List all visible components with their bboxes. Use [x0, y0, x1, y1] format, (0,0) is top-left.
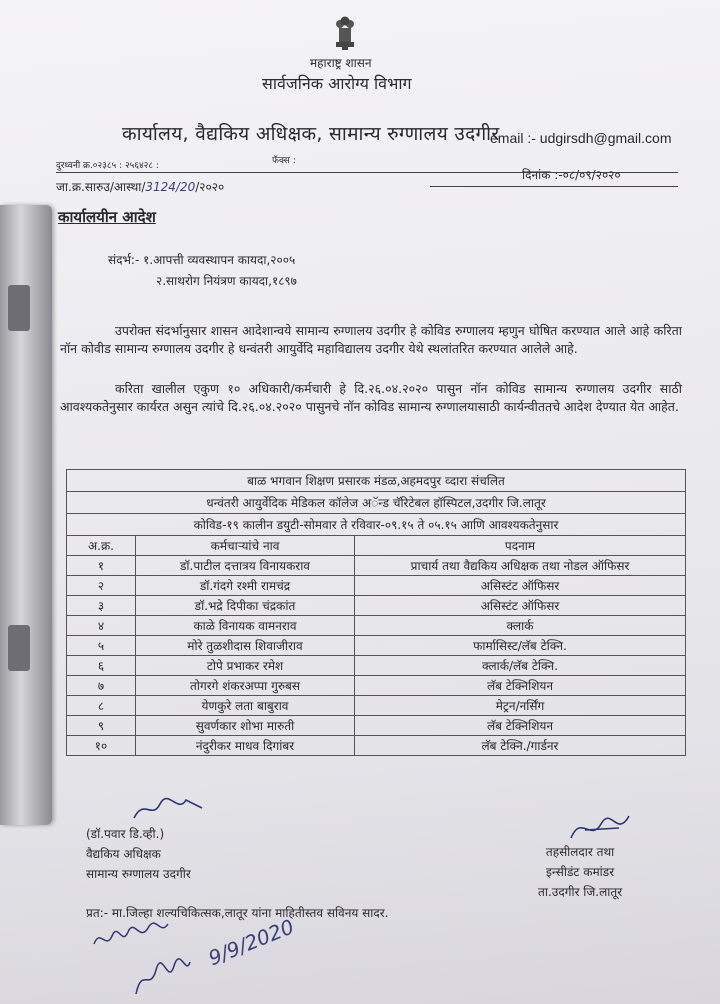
designation-cell: मेट्रन/नर्सिंग	[355, 696, 686, 716]
signatory-line: इन्सीडंट कमांडर	[546, 865, 615, 879]
name-cell: येणकुरे लता बाबुराव	[136, 696, 355, 716]
column-header: कर्मचाऱ्यांचे नाव	[136, 536, 355, 556]
name-cell: सुवर्णकार शोभा मारुती	[136, 716, 355, 736]
reference-year: /२०२०	[195, 180, 225, 194]
email-address: email :- udgirsdh@gmail.com	[490, 130, 672, 146]
designation-cell: असिस्टंट ऑफिसर	[355, 596, 686, 616]
table-row	[67, 576, 686, 596]
serial-cell: १०	[67, 736, 136, 756]
fax-label: फॅक्स :	[272, 156, 296, 166]
signatory-left	[86, 824, 191, 884]
signatory-line: तहसीलदार तथा	[545, 845, 615, 859]
signatory-name: (डॉ.पवार डि.व्ही.)	[86, 827, 165, 841]
clip-slot	[8, 285, 30, 331]
serial-cell: ७	[67, 676, 136, 696]
office-name: कार्यालय, वैद्यकिय अधिक्षक, सामान्य रुग्णालय उदगीर	[122, 123, 500, 145]
govt-name: महाराष्ट्र शासन	[310, 56, 372, 70]
serial-cell: ९	[67, 716, 136, 736]
signatory-right	[538, 842, 622, 902]
reference-item: २.साथरोग नियंत्रण कायदा,१८९७	[156, 274, 297, 288]
name-cell: डॉ.पाटील दत्तात्रय विनायकराव	[136, 556, 355, 576]
table-subtitle: धन्वंतरी आयुर्वेदिक मेडिकल कॉलेज अॅन्ड चॅरिटेबल हॉस्पिटल,उदगीर जि.लातूर	[67, 492, 686, 514]
serial-cell: २	[67, 576, 136, 596]
phone-number: दुरध्वनी क्र.०२३८५ : २५६४२८ :	[56, 161, 159, 171]
table-header-row	[67, 470, 686, 492]
order-title: कार्यालयीन आदेश	[58, 208, 156, 226]
serial-cell: ६	[67, 656, 136, 676]
department-name: सार्वजनिक आरोग्य विभाग	[262, 74, 412, 93]
file-clip	[0, 205, 52, 825]
serial-cell: ४	[67, 616, 136, 636]
designation-cell: लॅब टेक्निशियन	[355, 716, 686, 736]
table-row	[67, 656, 686, 676]
table-row	[67, 636, 686, 656]
document-date: दिनांक :-०८/०९/२०२०	[522, 168, 621, 182]
copy-to-note: प्रत:- मा.जिल्हा शल्यचिकित्सक,लातूर यांना माहितीस्तव सविनय सादर.	[86, 906, 389, 920]
table-row	[67, 736, 686, 756]
table-row	[67, 716, 686, 736]
table-row	[67, 596, 686, 616]
table-row	[67, 556, 686, 576]
table-column-row	[67, 536, 686, 556]
reference-item: १.आपत्ती व्यवस्थापन कायदा,२००५	[143, 253, 296, 267]
received-date: 9/9/2020	[205, 914, 298, 971]
serial-cell: ५	[67, 636, 136, 656]
name-cell: मोरे तुळशीदास शिवाजीराव	[136, 636, 355, 656]
table-duty-note: कोविड-१९ कालीन डयुटी-सोमवार ते रविवार-०९.१५ ते ०५.१५ आणि आवश्यकतेनुसार	[67, 514, 686, 536]
references	[108, 250, 297, 292]
signatory-office: सामान्य रुग्णालय उदगीर	[86, 867, 191, 881]
name-cell: नंदुरीकर माधव दिगांबर	[136, 736, 355, 756]
table-header-row	[67, 514, 686, 536]
designation-cell: प्राचार्य तथा वैद्यकिय अधिक्षक तथा नोडल ऑफिसर	[355, 556, 686, 576]
designation-cell: क्लार्क/लॅब टेक्नि.	[355, 656, 686, 676]
signatory-line: ता.उदगीर जि.लातूर	[538, 885, 623, 899]
column-header: अ.क्र.	[67, 536, 136, 556]
signature-left-icon	[130, 790, 210, 826]
designation-cell: असिस्टंट ऑफिसर	[355, 576, 686, 596]
reference-handwritten: 3124/20	[145, 180, 196, 194]
reference-prefix: जा.क्र.सारुउ/आस्था/	[56, 180, 146, 194]
reference-number	[56, 178, 224, 195]
column-header: पदनाम	[355, 536, 686, 556]
table-row	[67, 696, 686, 716]
name-cell: काळे विनायक वामनराव	[136, 616, 355, 636]
name-cell: तोगरगे शंकरअप्पा गुरुबस	[136, 676, 355, 696]
table-row	[67, 616, 686, 636]
staff-table	[66, 469, 686, 756]
name-cell: डॉ.भद्रे दिपीका चंद्रकांत	[136, 596, 355, 616]
national-emblem-icon	[330, 12, 360, 52]
designation-cell: लॅब टेक्नि./गार्डनर	[355, 736, 686, 756]
clip-slot	[8, 625, 30, 671]
name-cell: टोपे प्रभाकर रमेश	[136, 656, 355, 676]
references-label: संदर्भ:-	[108, 253, 140, 267]
serial-cell: ८	[67, 696, 136, 716]
date-rule	[430, 186, 678, 187]
table-row	[67, 676, 686, 696]
table-header-row	[67, 492, 686, 514]
designation-cell: क्लार्क	[355, 616, 686, 636]
serial-cell: ३	[67, 596, 136, 616]
serial-cell: १	[67, 556, 136, 576]
body-paragraph: उपरोक्त संदर्भानुसार शासन आदेशान्वये सामान्य रुग्णालय उदगीर हे कोविड रुग्णालय म्हणुन घोषित करण्यात आले आहे करिता नॉन कोवीड सामान्य रुग्णालय उदगीर हे धन्वंतरी आयुर्वेदि महाविद्यालय उदगीर येथे स्थलांतरित करण्यात आलेले आहे.	[60, 323, 682, 356]
designation-cell: लॅब टेक्निशियन	[355, 676, 686, 696]
table-title: बाळ भगवान शिक्षण प्रसारक मंडळ,अहमदपुर व्दारा संचलित	[67, 470, 686, 492]
body-paragraph: करिता खालील एकुण १० अधिकारी/कर्मचारी हे दि.२६.०४.२०२० पासुन नॉन कोविड सामान्य रुग्णालय उदगीर साठी आवश्यकतेनुसार कार्यरत असुन त्यांचे दि.२६.०४.२०२० पासुनचे नॉन कोविड सामान्य रुग्णालयासाठी कार्यन्वीततचे आदेश देण्यात येत आहेत.	[60, 381, 682, 414]
name-cell: डॉ.गंदगे रश्मी रामचंद्र	[136, 576, 355, 596]
designation-cell: फार्मासिस्ट/लॅब टेक्नि.	[355, 636, 686, 656]
signatory-designation: वैद्यकिय अधिक्षक	[86, 847, 161, 861]
